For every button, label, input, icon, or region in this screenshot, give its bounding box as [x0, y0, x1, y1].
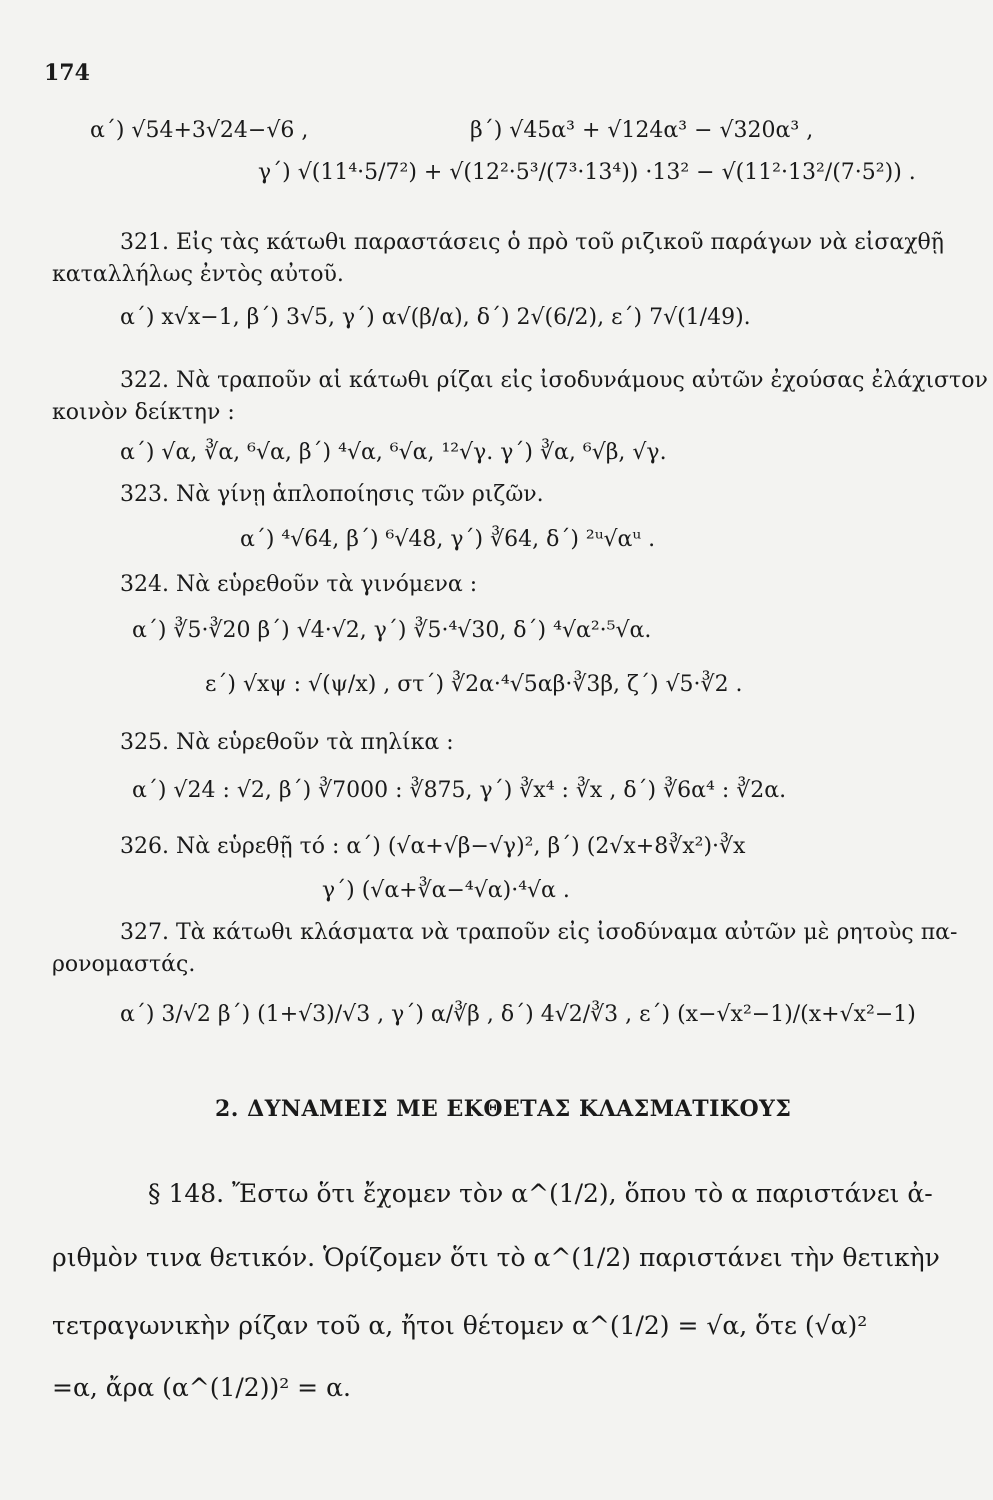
text-line-e320b: β΄) √45α³ + √124α³ − √320α³ , [470, 118, 814, 143]
text-line-p322b: κοινὸν δείκτην : [52, 400, 235, 425]
text-line-p327b: ρονομαστάς. [52, 952, 196, 977]
text-line-s148c: τετραγωνικὴν ρίζαν τοῦ α, ἤτοι θέτομεν α^(1/2) = √α, ὅτε (√α)² [52, 1311, 868, 1340]
section-heading: 2. ΔΥΝΑΜΕΙΣ ΜΕ ΕΚΘΕΤΑΣ ΚΛΑΣΜΑΤΙΚΟΥΣ [215, 1096, 792, 1122]
text-line-s148d: =α, ἄρα (α^(1/2))² = α. [52, 1373, 351, 1402]
text-line-e320c: γ΄) √(11⁴·5/7²) + √(12²·5³/(7³·13⁴)) ·13² − √(11²·13²/(7·5²)) . [258, 160, 916, 185]
page-number: 174 [44, 60, 90, 86]
text-line-p321: 321. Εἰς τὰς κάτωθι παραστάσεις ὁ πρὸ τοῦ ριζικοῦ παράγων νὰ εἰσαχθῇ [120, 230, 944, 255]
text-line-e324a: α΄) ∛5·∛20 β΄) √4·√2, γ΄) ∛5·⁴√30, δ΄) ⁴√α²·⁵√α. [132, 618, 652, 643]
text-line-e324b: ε΄) √xψ : √(ψ/x) , στ΄) ∛2α·⁴√5αβ·∛3β, ζ΄) √5·∛2 . [205, 672, 743, 697]
text-line-s148a: § 148. Ἔστω ὅτι ἔχομεν τὸν α^(1/2), ὅπου τὸ α παριστάνει ἀ- [148, 1179, 933, 1208]
text-line-s148b: ριθμὸν τινα θετικόν. Ὁρίζομεν ὅτι τὸ α^(1/2) παριστάνει τὴν θετικὴν [52, 1243, 940, 1272]
text-line-p325: 325. Νὰ εὑρεθοῦν τὰ πηλίκα : [120, 730, 454, 755]
text-line-p324: 324. Νὰ εὑρεθοῦν τὰ γινόμενα : [120, 572, 478, 597]
text-line-p321b: καταλλήλως ἐντὸς αὐτοῦ. [52, 262, 344, 287]
text-line-p327: 327. Τὰ κάτωθι κλάσματα νὰ τραποῦν εἰς ἰσοδύναμα αὐτῶν μὲ ρητοὺς πα- [120, 920, 958, 945]
text-line-e320a: α΄) √54+3√24−√6 , [90, 118, 309, 143]
text-line-e325: α΄) √24 : √2, β΄) ∛7000 : ∛875, γ΄) ∛x⁴ : ∛x , δ΄) ∛6α⁴ : ∛2α. [132, 778, 787, 803]
text-line-p323: 323. Νὰ γίνῃ ἁπλοποίησις τῶν ριζῶν. [120, 482, 544, 507]
text-line-e321: α΄) x√x−1, β΄) 3√5, γ΄) α√(β/α), δ΄) 2√(6/2), ε΄) 7√(1/49). [120, 305, 751, 330]
text-line-e327: α΄) 3/√2 β΄) (1+√3)/√3 , γ΄) α/∛β , δ΄) 4√2/∛3 , ε΄) (x−√x²−1)/(x+√x²−1) [120, 1002, 916, 1027]
text-line-e326a: 326. Νὰ εὑρεθῇ τό : α΄) (√α+√β−√γ)², β΄) (2√x+8∛x²)·∛x [120, 834, 746, 859]
text-line-e322: α΄) √α, ∛α, ⁶√α, β΄) ⁴√α, ⁶√α, ¹²√γ. γ΄) ∛α, ⁶√β, √γ. [120, 440, 667, 465]
text-line-e323: α΄) ⁴√64, β΄) ⁶√48, γ΄) ∛64, δ΄) ²ᵘ√αᵘ . [240, 527, 656, 552]
text-line-p322: 322. Νὰ τραποῦν αἱ κάτωθι ρίζαι εἰς ἰσοδυνάμους αὐτῶν ἐχούσας ἐλάχιστον [120, 368, 988, 393]
text-line-e326b: γ΄) (√α+∛α−⁴√α)·⁴√α . [322, 878, 570, 903]
